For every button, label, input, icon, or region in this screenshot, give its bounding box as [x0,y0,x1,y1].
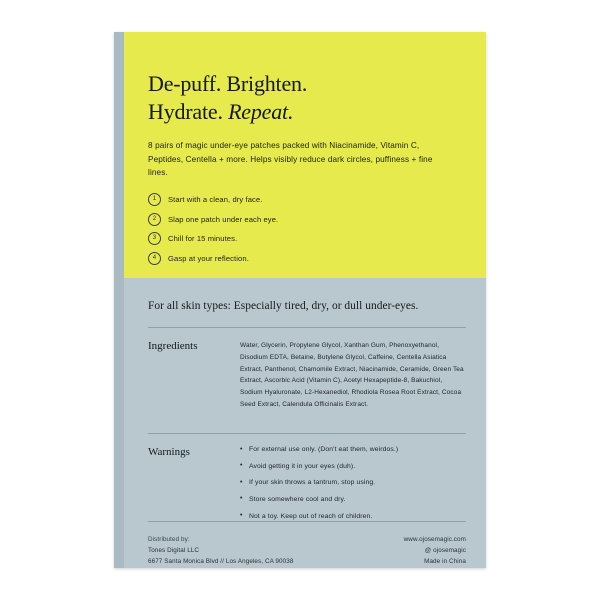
ingredients-list-text: Water, Glycerin, Propylene Glycol, Xanthan Gum, Phenoxyethanol, Disodium EDTA, Betaine, Butylene Glycol, Caffeine, Centella Asiatica Extract, Panthenol, Chamomile Extract, Niacinamide, Ceramide, Green Tea Extract, Ascorbic Acid (Vitamin C), Acetyl Hexapeptide-8, Bakuchiol, Sodium Hyaluronate, L2-Hexanediol, Rhodiola Rosea Root Extract, Cocoa Seed Extract, Calendula Officinalis Extract. [240,342,464,409]
warning-item: • For external use only. (Don't eat them, weirdos.) [240,446,466,454]
distributor-company: Tones Digital LLC [148,547,200,555]
yellow-panel-content [148,70,466,288]
step-label: Gasp at your reflection. [168,253,249,263]
warnings-body [240,446,466,529]
product-description: 8 pairs of magic under-eye patches packed with Niacinamide, Vitamin C, Peptides, Centella + more. Helps visibly reduce dark circles, puffiness + fine lines. [148,141,433,177]
package-headline [148,70,466,126]
step-item [148,193,466,206]
warning-item: • Not a toy. Keep out of reach of children. [240,513,466,521]
warning-item: • Store somewhere cool and dry. [240,496,466,504]
headline-line-1: De-puff. Brighten. [148,71,308,96]
headline-line-2 [148,98,466,126]
step-number-badge: 3 [148,232,161,245]
step-label: Start with a clean, dry face. [168,195,263,205]
social-handle: @ ojosemagic [424,547,466,555]
distributed-by-label: Distributed by: [148,536,190,543]
blue-panel [124,278,486,568]
contact-info [404,534,466,567]
how-to-use-steps [148,193,466,265]
warnings-heading: Warnings [148,446,190,458]
warnings-section [148,446,466,529]
step-item [148,232,466,245]
divider-rule-middle [148,433,466,434]
ingredients-heading: Ingredients [148,340,198,352]
product-package-back [114,32,486,568]
made-in-label: Made in China [424,558,466,566]
step-number-badge: 2 [148,213,161,226]
distributor-info [148,534,293,567]
step-item [148,213,466,226]
website-url: www.ojosemagic.com [403,536,466,543]
warning-item: • Avoid getting it in your eyes (duh). [240,463,466,471]
headline-line-2-italic: Repeat. [228,99,294,125]
warnings-list [240,446,466,521]
headline-line-2-roman: Hydrate. [148,99,229,125]
skin-type-statement: For all skin types: Especially tired, dry, or dull under-eyes. [148,300,419,312]
ingredients-body [240,340,466,411]
divider-rule-top [148,327,466,328]
step-label: Slap one patch under each eye. [168,214,279,224]
step-number-badge: 1 [148,193,161,206]
step-label: Chill for 15 minutes. [168,234,238,244]
yellow-panel [124,32,486,278]
ingredients-section [148,340,466,411]
warning-item: • If your skin throws a tantrum, stop using. [240,479,466,487]
step-number-badge: 4 [148,252,161,265]
distributor-address: 6677 Santa Monica Blvd // Los Angeles, CA 90038 [148,558,294,566]
package-footer [148,534,466,567]
divider-rule-bottom [148,521,466,522]
step-item [148,252,466,265]
